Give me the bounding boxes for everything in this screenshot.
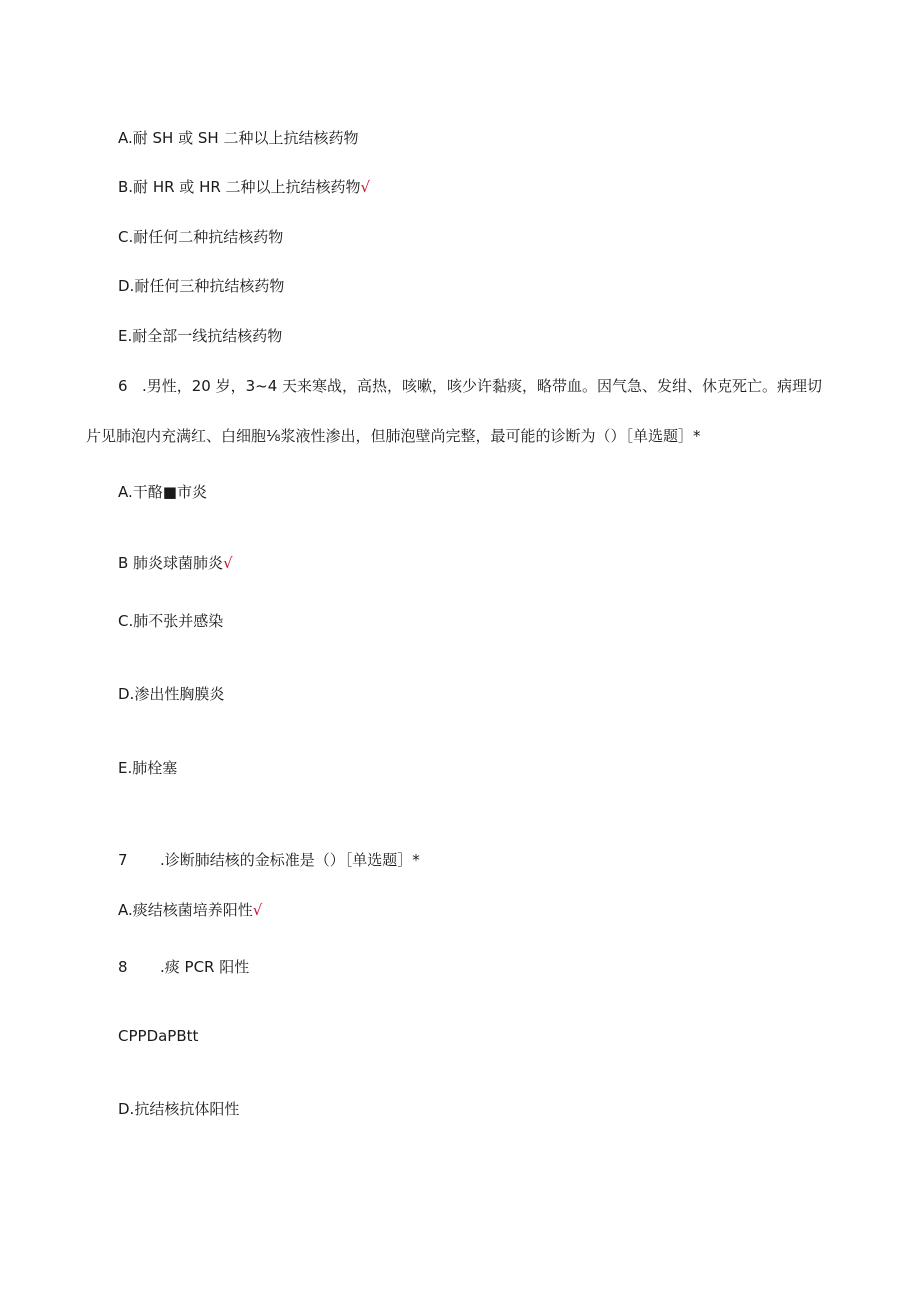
q5-option-c-text: C.耐任何二种抗结核药物	[118, 228, 284, 246]
correct-check-mark: √	[223, 554, 233, 572]
q5-option-c	[118, 227, 283, 247]
extra-line-1	[118, 1026, 198, 1046]
extra-line-2-text: D.抗结核抗体阳性	[118, 1100, 240, 1118]
q6-option-a-text: A.干酪■市炎	[118, 483, 207, 501]
q6-option-b	[118, 553, 233, 573]
q6-number: 6	[118, 377, 128, 395]
q7-option-a	[118, 900, 262, 920]
q8-text: .痰 PCR 阳性	[160, 958, 250, 976]
q6-question-line2	[86, 426, 701, 446]
q8-number: 8	[118, 958, 128, 976]
q5-option-b-text: B.耐 HR 或 HR 二种以上抗结核药物	[118, 178, 361, 196]
q5-option-b	[118, 177, 370, 197]
q6-option-d-text: D.渗出性胸膜炎	[118, 685, 225, 703]
correct-check-mark: √	[252, 901, 263, 919]
q6-option-c-text: C.肺不张并感染	[118, 612, 224, 630]
q6-text-line2: 片见肺泡内充满红、白细胞⅛浆液性渗出，但肺泡壁尚完整，最可能的诊断为（）［单选题］*	[86, 427, 701, 445]
extra-line-2	[118, 1099, 239, 1119]
q6-option-b-text: B 肺炎球菌肺炎	[118, 554, 224, 572]
q7-option-a-text: A.痰结核菌培养阳性	[118, 901, 253, 919]
q6-option-e	[118, 758, 177, 778]
q5-option-e	[118, 326, 282, 346]
q5-option-d	[118, 276, 284, 296]
q7-number: 7	[118, 851, 128, 869]
q5-option-e-text: E.耐全部一线抗结核药物	[118, 327, 283, 345]
q6-option-c	[118, 611, 223, 631]
q6-option-e-text: E.肺栓塞	[118, 759, 178, 777]
correct-check-mark: √	[360, 178, 371, 196]
q6-option-a	[118, 482, 207, 502]
q6-text-line1: .男性，20 岁，3~4 天来寒战，高热，咳嗽，咳少许黏痰，略带血。因气急、发绀、休克死亡。病理切	[142, 377, 823, 395]
q5-option-a-text: A.耐 SH 或 SH 二种以上抗结核药物	[118, 129, 359, 147]
q7-question	[118, 850, 420, 870]
q5-option-d-text: D.耐任何三种抗结核药物	[118, 277, 285, 295]
extra-line-1-text: CPPDaPBtt	[118, 1027, 199, 1045]
q8-line	[118, 957, 249, 977]
q6-question-line1	[118, 376, 822, 396]
q5-option-a	[118, 128, 358, 148]
q7-text: .诊断肺结核的金标准是（）［单选题］*	[160, 851, 420, 869]
q6-option-d	[118, 684, 224, 704]
